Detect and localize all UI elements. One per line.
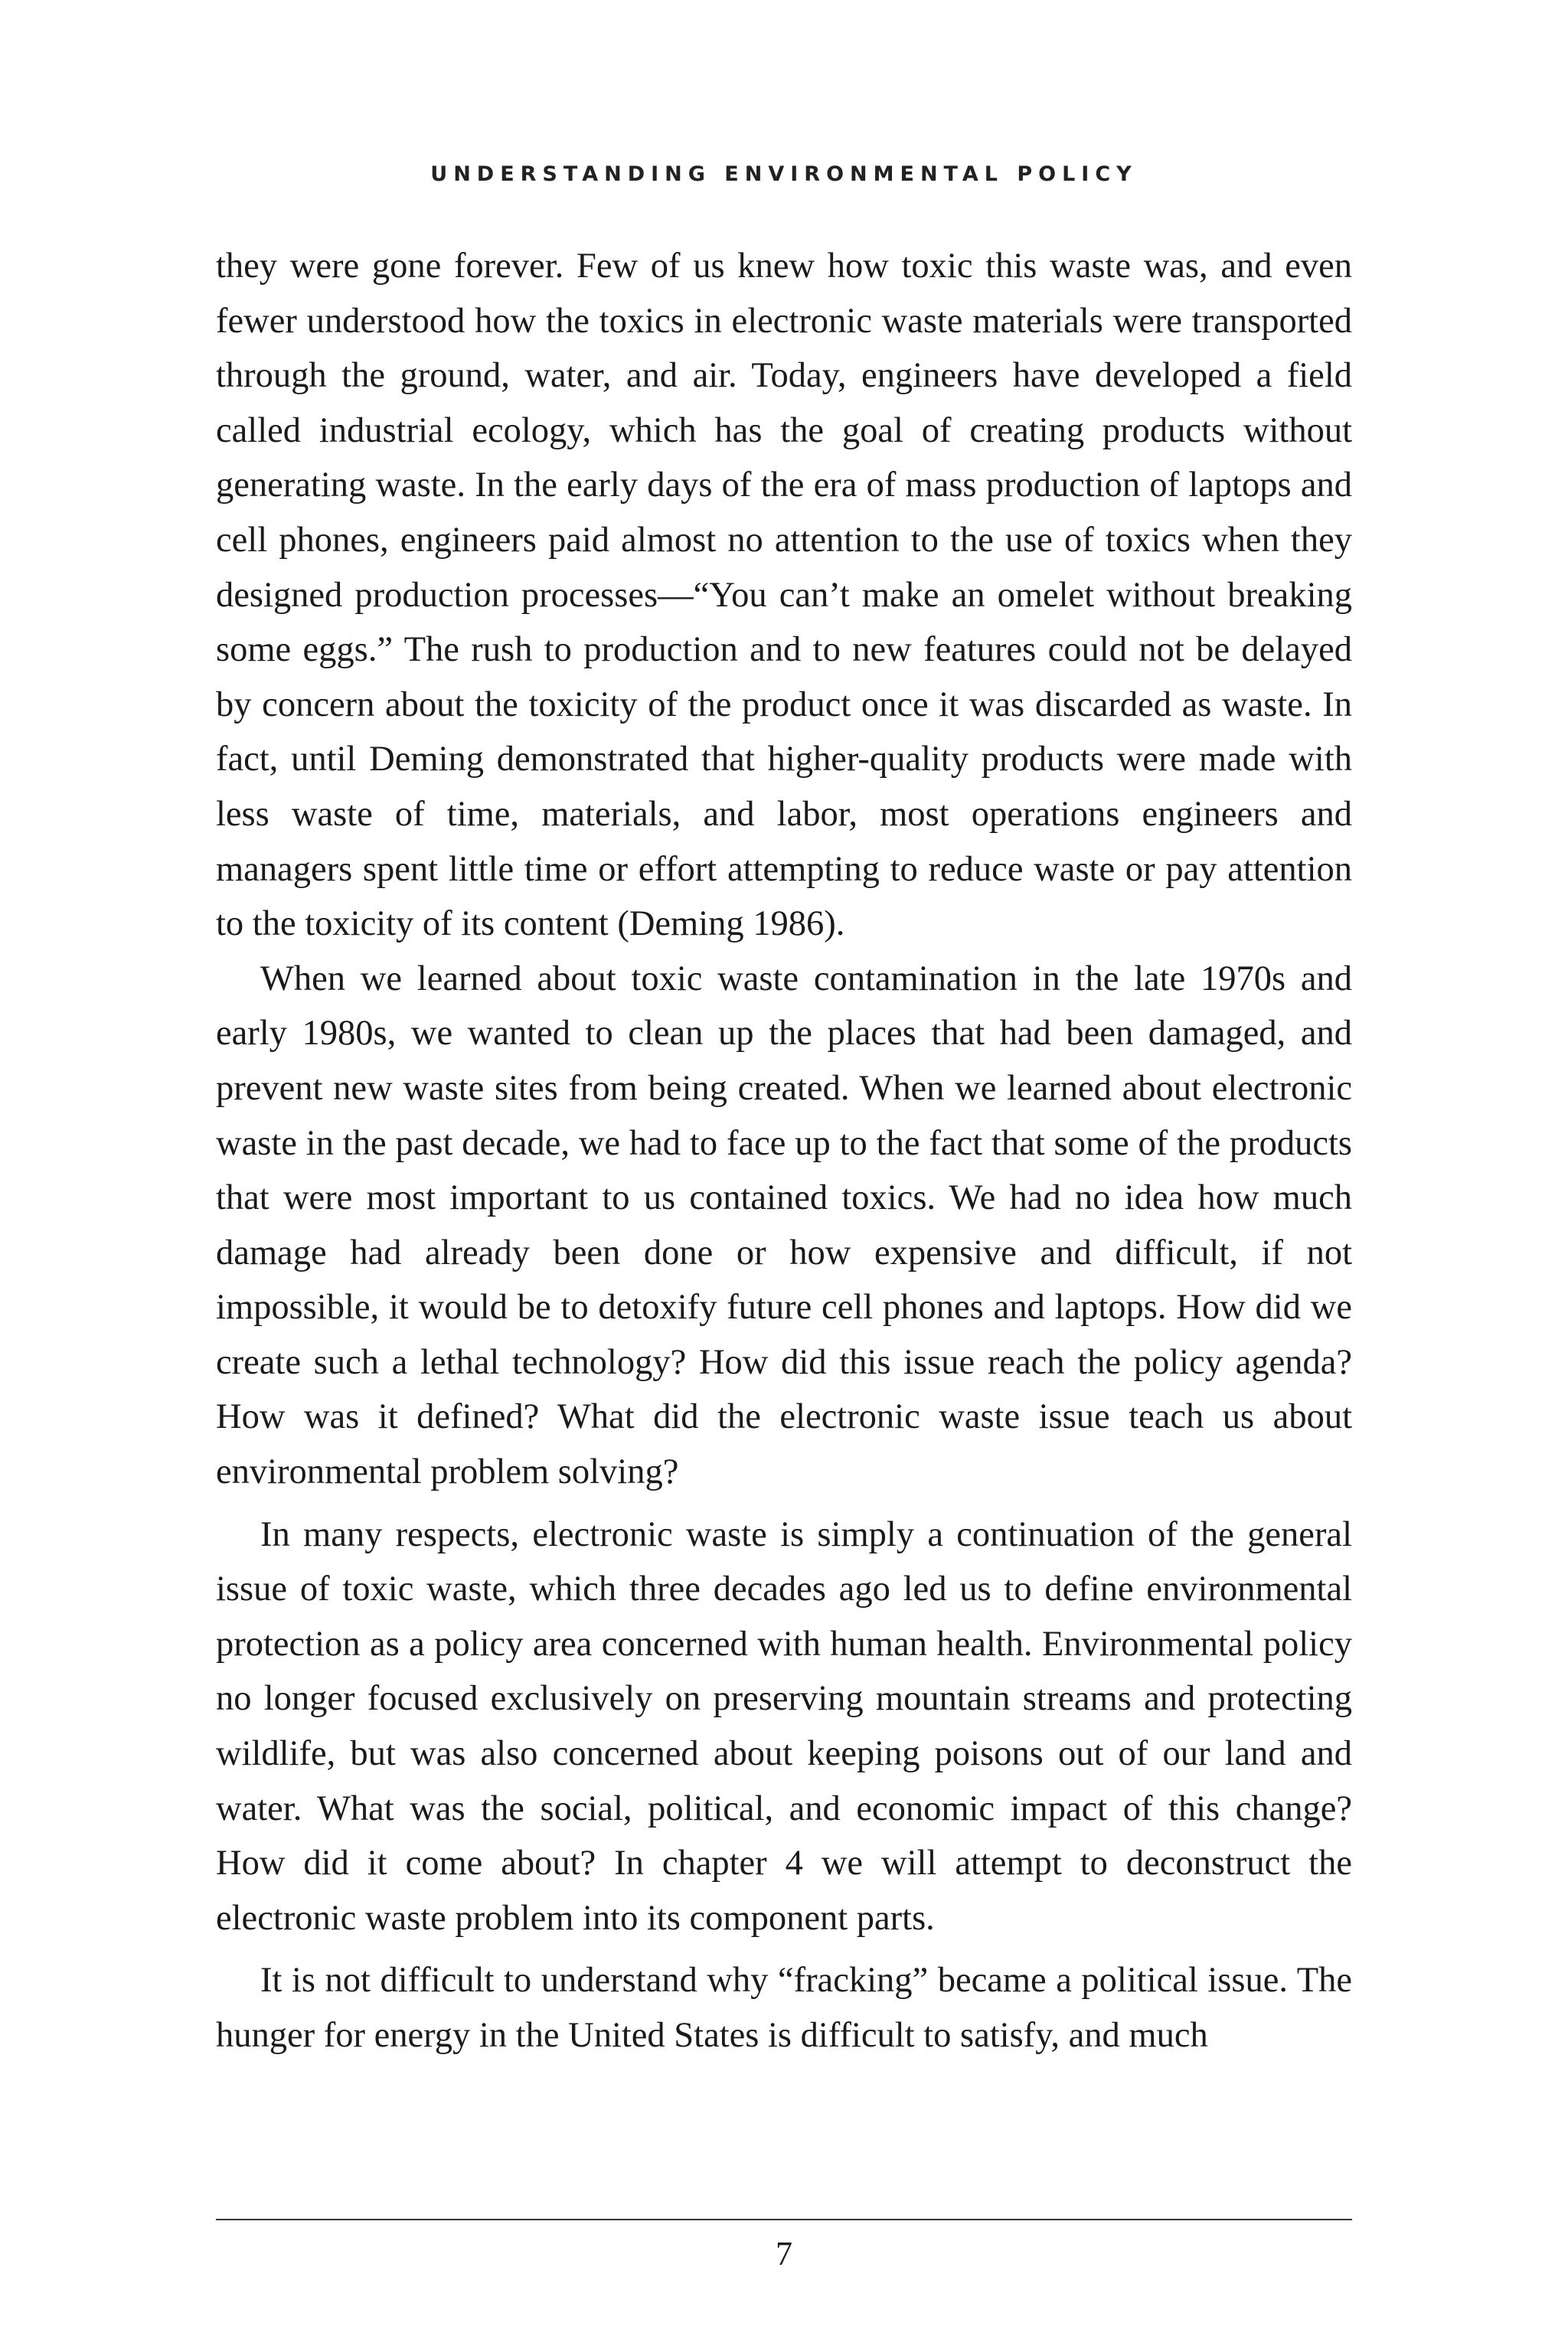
footer-rule [216, 2219, 1352, 2220]
paragraph: It is not difficult to understand why “fracking” became a political issue. The hunger for energy in the United States is difficult to satisfy, and much [216, 1961, 1352, 2055]
paragraph: In many respects, electronic waste is simply a continuation of the general issue of toxic waste, which three decades ago led us to define environmental protection as a policy area concerned with human health. Environmental policy no longer focused exclusively on preserving mountain streams and protecting wildlife, but was also concerned about keeping poisons out of our land and water. What was the social, political, and economic impact of this change? How did it come about? In chapter 4 we will attempt to deconstruct the electronic waste problem into its component parts. [216, 1514, 1352, 1938]
paragraph: When we learned about toxic waste contamination in the late 1970s and early 1980s, we wanted to clean up the places that had been damaged, and prevent new waste sites from being created. When we learned about electronic waste in the past decade, we had to face up to the fact that some of the products that were most important to us contained toxics. We had no idea how much damage had already been done or how expensive and difficult, if not impossible, it would be to detoxify future cell phones and laptops. How did we create such a lethal technology? How did this issue reach the policy agenda? How was it defined? What did the electronic waste issue teach us about environmental problem solving? [216, 959, 1352, 1492]
running-head: UNDERSTANDING ENVIRONMENTAL POLICY [430, 162, 1138, 186]
page-number: 7 [776, 2235, 792, 2272]
body-text [216, 239, 1352, 2063]
paragraph-continuation: they were gone forever. Few of us knew how toxic this waste was, and even fewer understood how the toxics in electronic waste materials were transported through the ground, water, and air. Today, engineers have developed a field called industrial ecology, which has the goal of creating products without generating waste. In the early days of the era of mass production of laptops and cell phones, engineers paid almost no attention to the use of toxics when they designed production processes—“You can’t make an omelet without breaking some eggs.” The rush to production and to new features could not be delayed by concern about the toxicity of the product once it was discarded as waste. In fact, until Deming demonstrated that higher-quality products were made with less waste of time, materials, and labor, most operations engineers and managers spent little time or effort attempting to reduce waste or pay attention to the toxicity of its content (Deming 1986). [216, 247, 1352, 944]
